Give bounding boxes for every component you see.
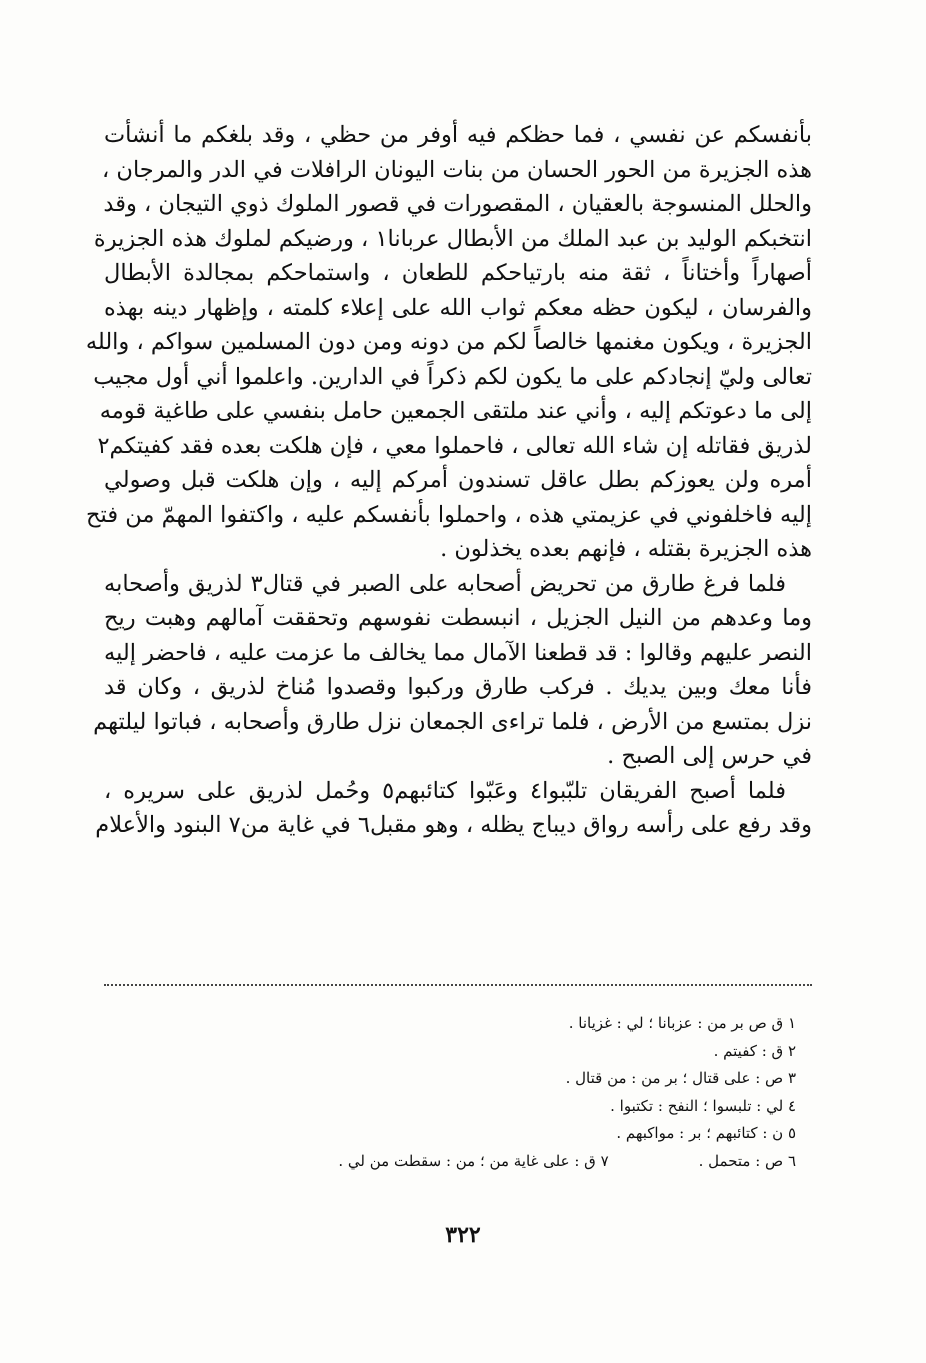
footnote: ٧ ق : على غاية من ؛ من : سقطت من لي . xyxy=(338,1151,609,1170)
footnote: ٢ ق : كفيتم . xyxy=(713,1041,796,1060)
text-line: انتخبكم الوليد بن عبد الملك من الأبطال عربانا١ ، ورضيكم لملوك هذه الجزيرة xyxy=(93,225,812,252)
text-line: والحلل المنسوجة بالعقيان ، المقصورات في قصور الملوك ذوي التيجان ، وقد xyxy=(103,191,812,217)
main-text-block xyxy=(85,118,812,843)
text-line-paragraph-start: فلما فرغ طارق من تحريض أصحابه على الصبر في قتال٣ لذريق وأصحابه xyxy=(104,570,786,597)
text-line: تعالى وليّ إنجادكم على ما يكون لكم ذكراً في الدارين. واعلموا أني أول مجيب xyxy=(93,363,812,390)
footnote-gap xyxy=(609,1148,699,1176)
footnote: ٣ ص : على قتال ؛ بر من : من قتال . xyxy=(565,1069,796,1087)
text-line: وقد رفع على رأسه رواق ديباج يظله ، وهو مقبل٦ في غاية من٧ البنود والأعلام xyxy=(95,812,812,838)
footnote-separator xyxy=(104,984,812,986)
text-line: هذه الجزيرة من الحور الحسان من بنات اليونان الرافلات في الدر والمرجان ، xyxy=(102,156,812,183)
text-line: الجزيرة ، ويكون مغنمها خالصاً لكم من دونه ومن دون المسلمين سواكم ، والله xyxy=(85,329,812,355)
text-line-paragraph-end: في حرس إلى الصبح . xyxy=(607,743,812,769)
footnote-row xyxy=(104,1148,804,1176)
footnotes-block xyxy=(104,1010,804,1175)
text-line: بأنفسكم عن نفسي ، فما حظكم فيه أوفر من حظي ، وقد بلغكم ما أنشأت xyxy=(104,122,812,148)
text-line: لذريق فقاتله إن شاء الله تعالى ، فاحملوا معي ، فإن هلكت بعده فقد كفيتكم٢ xyxy=(97,432,812,459)
text-line-paragraph-end: هذه الجزيرة بقتله ، فإنهم بعده يخذلون . xyxy=(440,536,812,562)
page-number: ٣٢٢ xyxy=(445,1222,481,1248)
text-line: فأنا معك وبين يديك . فركب طارق وركبوا وقصدوا مُناخ لذريق ، وكان قد xyxy=(104,674,812,700)
text-line: والفرسان ، ليكون حظه معكم ثواب الله على إعلاء كلمته ، وإظهار دينه بهذه xyxy=(104,294,812,321)
text-line: النصر عليهم وقالوا : قد قطعنا الآمال مما يخالف ما عزمت عليه ، فاحضر إليه xyxy=(104,639,812,666)
text-line: نزل بمتسع من الأرض ، فلما تراءى الجمعان نزل طارق وأصحابه ، فباتوا ليلتهم xyxy=(93,708,812,735)
text-line: أمره ولن يعوزكم بطل عاقل تسندون أمركم إليه ، وإن هلكت قبل وصولي xyxy=(104,467,812,493)
text-line-paragraph-start: فلما أصبح الفريقان تلبّبوا٤ وعَبّوا كتائبهم٥ وحُمل لذريق على سريره ، xyxy=(104,777,786,804)
text-line: إليه فاخلفوني في عزيمتي هذه ، واحملوا بأنفسكم عليه ، واكتفوا المهمّ من فتح xyxy=(86,501,812,528)
footnote: ٤ لي : تلبسوا ؛ النفح : تكتبوا . xyxy=(610,1096,796,1115)
text-line: وما وعدهم من النيل الجزيل ، انبسطت نفوسهم وتحققت آمالهم وهبت ريح xyxy=(104,605,812,631)
footnote: ٥ ن : كتائبهم ؛ بر : مواكبهم . xyxy=(616,1124,796,1142)
footnote: ١ ق ص بر من : عزبانا ؛ لي : غزيانا . xyxy=(568,1014,796,1032)
text-line: إلى ما دعوتكم إليه ، وأني عند ملتقى الجمعين حامل بنفسي على طاغية قومه xyxy=(99,398,812,424)
text-line: أصهاراً وأختاناً ، ثقة منه بارتياحكم للطعان ، واستماحكم بمجالدة الأبطال xyxy=(104,260,812,286)
footnote: ٦ ص : متحمل . xyxy=(698,1151,796,1170)
